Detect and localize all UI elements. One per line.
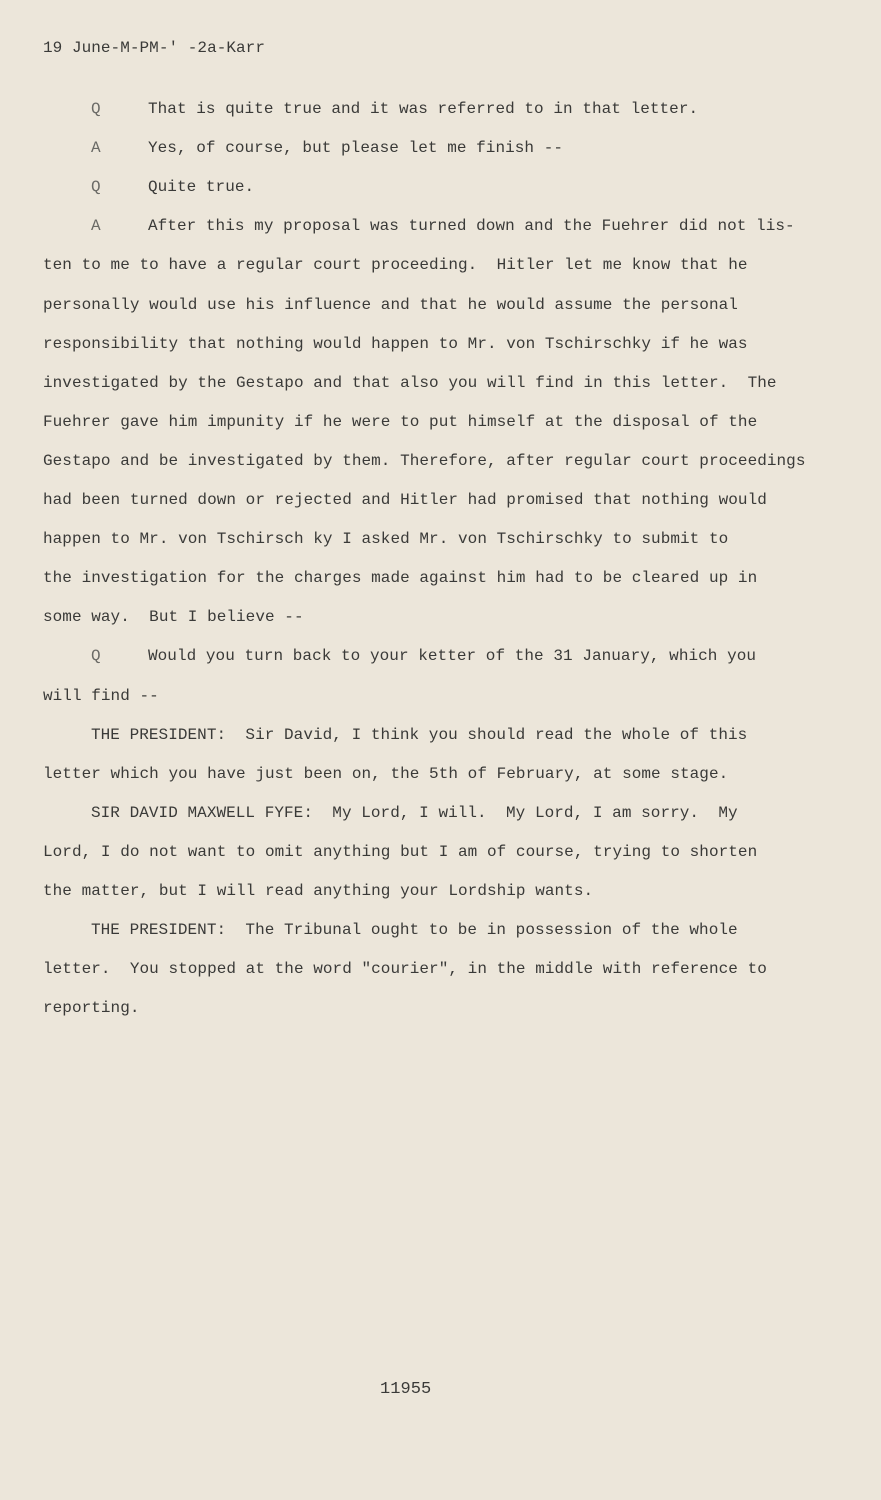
transcript-line: will find -- [43,686,159,705]
transcript-line: letter which you have just been on, the 5th of February, at some stage. [43,764,729,783]
transcript-line: the investigation for the charges made against him had to be cleared up in [43,569,758,588]
transcript-line: Gestapo and be investigated by them. Therefore, after regular court proceedings [43,451,806,470]
transcript-line: letter. You stopped at the word "courier", in the middle with reference to [43,960,767,979]
transcript-line: the matter, but I will read anything your Lordship wants. [43,882,594,900]
transcript-line: some way. But I believe -- [43,608,304,627]
transcript-line: Yes, of course, but please let me finish -- [148,139,564,158]
speaker-line: THE PRESIDENT: The Tribunal ought to be in possession of the whole [91,921,738,940]
transcript-line: After this my proposal was turned down and the Fuehrer did not lis- [148,217,795,236]
speaker-label: A [91,139,101,158]
transcript-line: Quite true. [148,178,255,197]
transcript-line: responsibility that nothing would happen to Mr. von Tschirschky if he was [43,334,748,353]
transcript-line: reporting. [43,999,140,1018]
transcript-line: That is quite true and it was referred to in that letter. [148,100,699,118]
speaker-label: Q [91,647,101,666]
transcript-line: Would you turn back to your ketter of the 31 January, which you [148,647,757,666]
document-header: 19 June-M-PM-' -2a-Karr [43,39,265,57]
transcript-line: had been turned down or rejected and Hitler had promised that nothing would [43,491,767,509]
speaker-label: A [91,217,101,236]
speaker-label: Q [91,178,101,197]
transcript-line: happen to Mr. von Tschirsch ky I asked Mr. von Tschirschky to submit to [43,530,729,549]
transcript-line: Fuehrer gave him impunity if he were to put himself at the disposal of the [43,412,758,431]
transcript-line: ten to me to have a regular court proceeding. Hitler let me know that he [43,256,748,275]
speaker-label: Q [91,100,101,118]
page-number: 11955 [380,1380,432,1399]
transcript-line: personally would use his influence and that he would assume the personal [43,295,738,314]
speaker-line: SIR DAVID MAXWELL FYFE: My Lord, I will. My Lord, I am sorry. My [91,803,738,822]
speaker-line: THE PRESIDENT: Sir David, I think you should read the whole of this [91,725,748,744]
transcript-line: investigated by the Gestapo and that also you will find in this letter. The [43,373,777,392]
transcript-line: Lord, I do not want to omit anything but I am of course, trying to shorten [43,842,758,861]
